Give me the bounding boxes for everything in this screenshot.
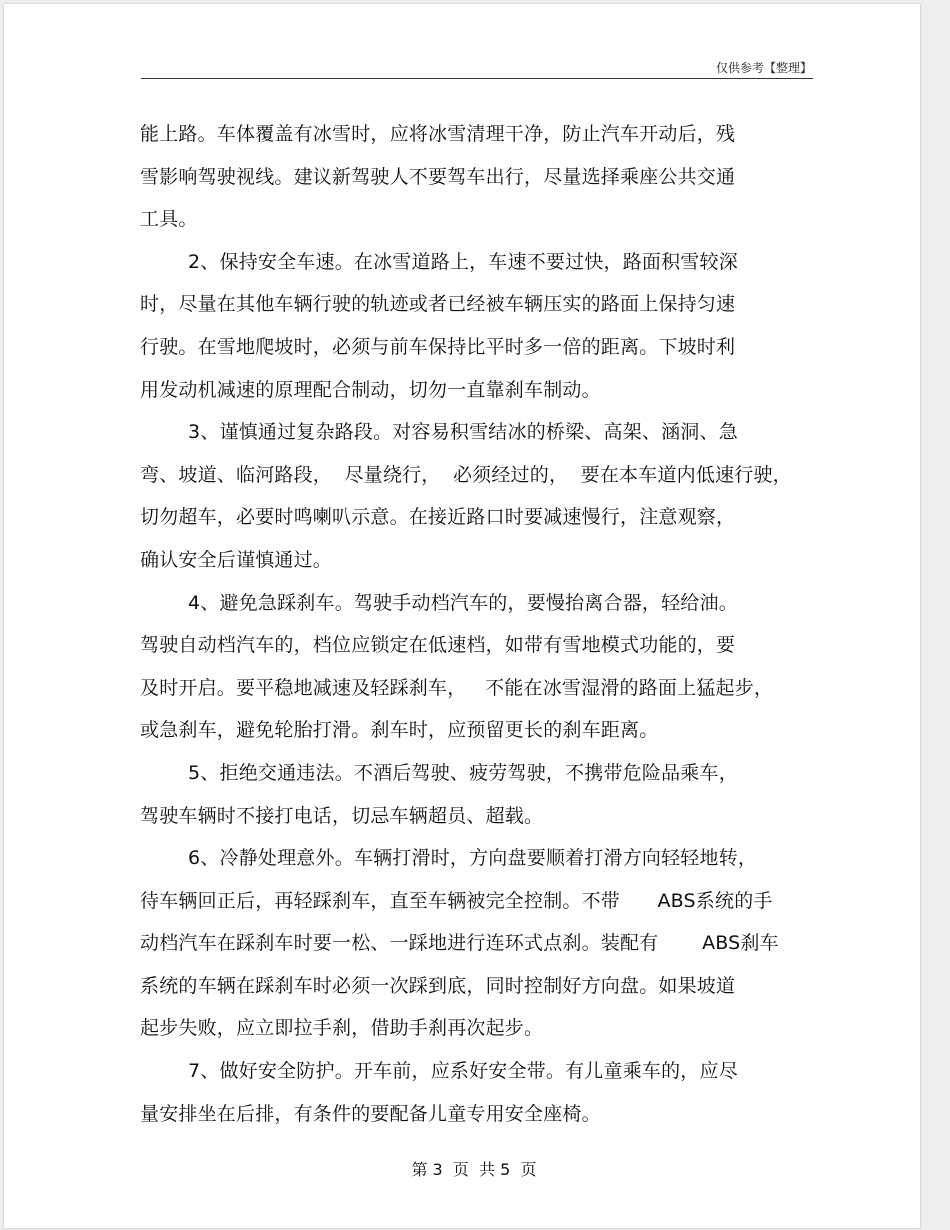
text-line: 雪影响驾驶视线。建议新驾驶人不要驾车出行，尽量选择乘座公共交通 — [140, 165, 736, 188]
text-line: 量安排坐在后排，有条件的要配备儿童专用安全座椅。 — [140, 1102, 601, 1125]
text-line: 行驶。在雪地爬坡时，必须与前车保持比平时多一倍的距离。下坡时利 — [140, 335, 736, 358]
document-page — [4, 4, 920, 1228]
paragraph-5-first-line: 5、拒绝交通违法。不酒后驾驶、疲劳驾驶，不携带危险品乘车， — [188, 761, 738, 784]
text-line: 时，尽量在其他车辆行驶的轨迹或者已经被车辆压实的路面上保持匀速 — [140, 293, 736, 316]
paragraph-3-first-line: 3、谨慎通过复杂路段。对容易积雪结冰的桥梁、高架、涵洞、急 — [188, 421, 738, 444]
text-line: 起步失败，应立即拉手刹，借助手刹再次起步。 — [140, 1017, 544, 1040]
text-line: 能上路。车体覆盖有冰雪时，应将冰雪清理干净，防止汽车开动后，残 — [140, 123, 736, 145]
text-line: 待车辆回正后，再轻踩刹车，直至车辆被完全控制。不带 ABS系统的手 — [140, 889, 773, 912]
header-note: 仅供参考【整理】 — [715, 61, 812, 75]
body-text — [140, 113, 820, 1135]
text-line: 驾驶自动档汽车的，档位应锁定在低速档，如带有雪地模式功能的，要 — [140, 634, 736, 657]
text-line: 及时开启。要平稳地减速及轻踩刹车， 不能在冰雪湿滑的路面上猛起步， — [140, 676, 774, 699]
text-line: 动档汽车在踩刹车时要一松、一踩地进行连环式点刹。装配有 ABS刹车 — [140, 932, 779, 955]
paragraph-2-first-line: 2、保持安全车速。在冰雪道路上，车速不要过快，路面积雪较深 — [188, 250, 738, 273]
text-line: 工具。 — [140, 208, 198, 231]
text-line: 系统的车辆在踩刹车时必须一次踩到底，同时控制好方向盘。如果坡道 — [140, 974, 736, 997]
text-line: 确认安全后谨慎通过。 — [140, 548, 333, 571]
text-line: 用发动机减速的原理配合制动，切勿一直靠刹车制动。 — [140, 378, 601, 401]
paragraph-7-first-line: 7、做好安全防护。开车前，应系好安全带。有儿童乘车的，应尽 — [188, 1060, 738, 1083]
text-line: 驾驶车辆时不接打电话，切忌车辆超员、超载。 — [140, 804, 544, 827]
paragraph-6-first-line: 6、冷静处理意外。车辆打滑时，方向盘要顺着打滑方向轻轻地转， — [188, 847, 758, 870]
text-line: 切勿超车，必要时鸣喇叭示意。在接近路口时要减速慢行，注意观察， — [140, 506, 736, 529]
page-number: 第 3 页 共 5 页 — [411, 1160, 537, 1179]
paragraph-4-first-line: 4、避免急踩刹车。驾驶手动档汽车的，要慢抬离合器，轻给油。 — [188, 591, 738, 614]
text-line: 弯、坡道、临河路段， 尽量绕行， 必须经过的， 要在本车道内低速行驶， — [140, 463, 792, 486]
header-divider — [141, 78, 813, 79]
text-line: 或急刹车，避免轮胎打滑。刹车时，应预留更长的刹车距离。 — [140, 719, 659, 742]
